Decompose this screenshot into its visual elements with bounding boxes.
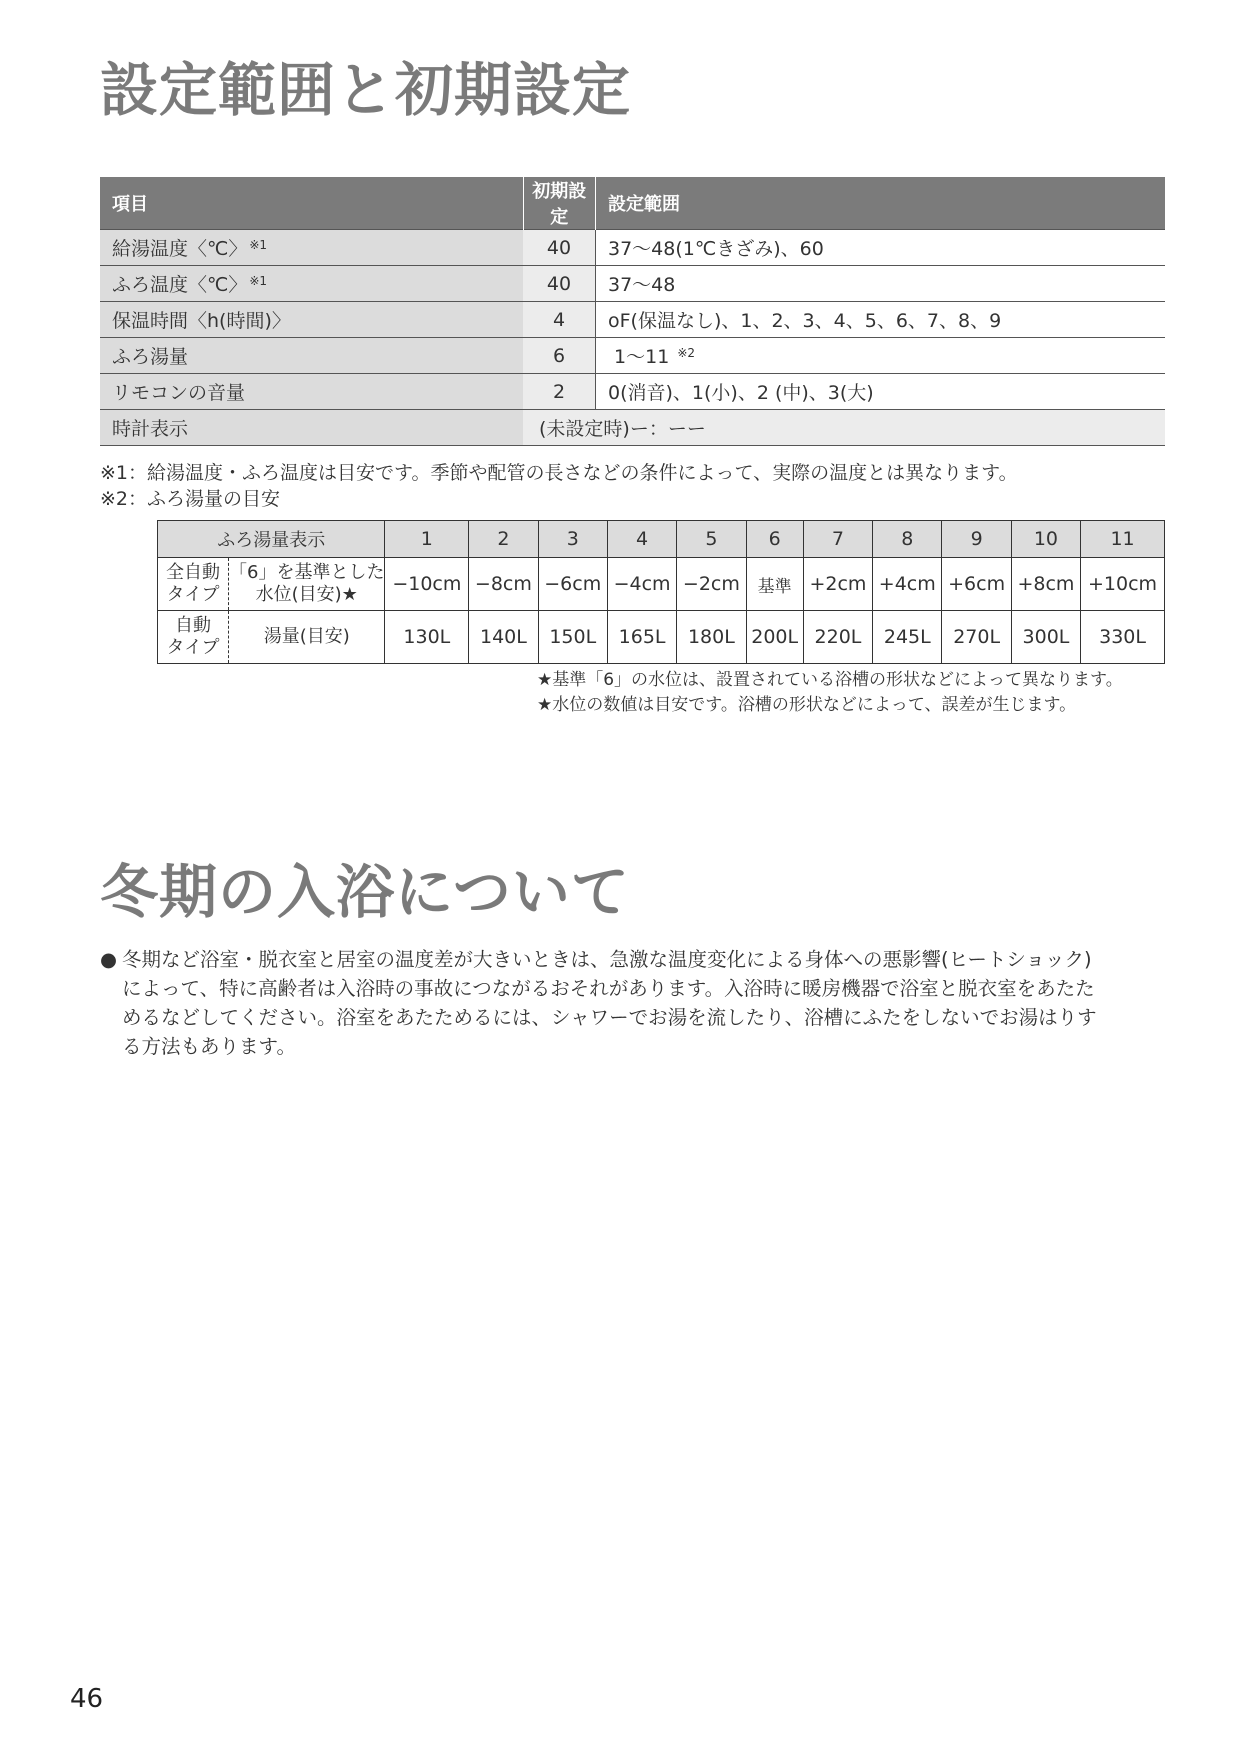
level-value-cell: 基準 — [746, 558, 803, 611]
type-label: 自動 — [175, 615, 211, 636]
star-note-1: ★基準「6」の水位は、設置されている浴槽の形状などによって異なります。 — [537, 670, 1123, 690]
volume-value-cell: 220L — [803, 611, 872, 664]
default-cell: 4 — [523, 302, 596, 338]
range-value: 1〜11 — [614, 346, 670, 368]
footnote-1: ※1：給湯温度・ふろ温度は目安です。季節や配管の長さなどの条件によって、実際の温度とは異なります。 — [100, 462, 1018, 484]
level-header-cell: 2 — [469, 521, 538, 558]
level-header-cell: 3 — [538, 521, 607, 558]
range-cell — [596, 338, 1166, 374]
settings-row — [100, 338, 1165, 374]
level-value-cell: +8cm — [1011, 558, 1080, 611]
page-number: 46 — [70, 1684, 104, 1714]
volume-value-cell: 165L — [607, 611, 676, 664]
default-cell: 40 — [523, 266, 596, 302]
settings-row-clock — [100, 410, 1165, 446]
header-range: 設定範囲 — [596, 177, 1166, 230]
range-cell: 0(消音)、1(小)、2 (中)、3(大) — [596, 374, 1166, 410]
paragraph-line: る方法もあります。 — [122, 1035, 296, 1058]
header-item: 項目 — [100, 177, 523, 230]
desc-cell — [229, 558, 385, 611]
range-cell: 37〜48 — [596, 266, 1166, 302]
paragraph-line: によって、特に高齢者は入浴時の事故につながるおそれがあります。入浴時に暖房機器で浴室と脱衣室をあたた — [122, 977, 1095, 1000]
section-title-winter-bathing: 冬期の入浴について — [100, 858, 630, 926]
level-value-cell: +2cm — [803, 558, 872, 611]
level-value-cell: +10cm — [1081, 558, 1165, 611]
level-value-cell: +6cm — [942, 558, 1011, 611]
settings-row — [100, 302, 1165, 338]
type-cell — [158, 611, 229, 664]
volume-value-cell: 300L — [1011, 611, 1080, 664]
paragraph-line: 冬期など浴室・脱衣室と居室の温度差が大きいときは、急激な温度変化による身体への悪影響(ヒートショック) — [122, 948, 1092, 971]
default-cell: 2 — [523, 374, 596, 410]
paragraph-line: めるなどしてください。浴室をあたためるには、シャワーでお湯を流したり、浴槽にふたをしないでお湯はりす — [122, 1006, 1097, 1029]
level-header-cell: 8 — [873, 521, 942, 558]
level-value-cell: −2cm — [677, 558, 746, 611]
volume-value-cell: 270L — [942, 611, 1011, 664]
clock-value-cell: (未設定時)ー：ーー — [523, 410, 1165, 446]
settings-row — [100, 266, 1165, 302]
settings-table — [100, 177, 1165, 446]
level-header-cell: 7 — [803, 521, 872, 558]
settings-header-row — [100, 177, 1165, 230]
type-label: タイプ — [166, 637, 220, 658]
star-note-2: ★水位の数値は目安です。浴槽の形状などによって、誤差が生じます。 — [537, 695, 1077, 715]
level-header-label: ふろ湯量表示 — [158, 521, 385, 558]
range-cell: 37〜48(1℃きざみ)、60 — [596, 230, 1166, 266]
level-row-auto — [158, 611, 1165, 664]
water-level-table — [157, 520, 1165, 664]
bullet-icon: ● — [100, 948, 118, 971]
settings-row — [100, 374, 1165, 410]
level-header-cell: 6 — [746, 521, 803, 558]
level-header-cell: 10 — [1011, 521, 1080, 558]
volume-value-cell: 150L — [538, 611, 607, 664]
desc-cell: 湯量(目安) — [229, 611, 385, 664]
level-header-cell: 1 — [385, 521, 469, 558]
item-label: ふろ温度〈℃〉 — [112, 274, 248, 296]
footnote-mark: ※2 — [677, 346, 696, 360]
level-row-full-auto — [158, 558, 1165, 611]
footnote-mark: ※1 — [249, 274, 268, 288]
item-label: リモコンの音量 — [112, 382, 246, 404]
volume-value-cell: 180L — [677, 611, 746, 664]
footnote-2: ※2：ふろ湯量の目安 — [100, 488, 281, 510]
level-value-cell: −8cm — [469, 558, 538, 611]
item-cell — [100, 338, 523, 374]
level-header-cell: 5 — [677, 521, 746, 558]
header-default: 初期設定 — [523, 177, 596, 230]
level-value-cell: +4cm — [873, 558, 942, 611]
item-label: ふろ湯量 — [112, 346, 189, 368]
volume-value-cell: 245L — [873, 611, 942, 664]
item-label: 給湯温度〈℃〉 — [112, 238, 248, 260]
volume-value-cell: 200L — [746, 611, 803, 664]
desc-label: 「6」を基準とした — [229, 562, 385, 583]
type-cell — [158, 558, 229, 611]
level-header-cell: 9 — [942, 521, 1011, 558]
range-cell: oF(保温なし)、1、2、3、4、5、6、7、8、9 — [596, 302, 1166, 338]
level-header-cell: 11 — [1081, 521, 1165, 558]
item-label: 保温時間〈h(時間)〉 — [112, 310, 291, 332]
winter-bathing-paragraph — [100, 945, 1170, 1061]
default-cell: 40 — [523, 230, 596, 266]
item-cell — [100, 302, 523, 338]
type-label: 全自動 — [166, 562, 220, 583]
level-header-cell: 4 — [607, 521, 676, 558]
item-cell — [100, 266, 523, 302]
section-title-settings: 設定範囲と初期設定 — [100, 56, 632, 124]
volume-value-cell: 140L — [469, 611, 538, 664]
item-cell: 時計表示 — [100, 410, 523, 446]
type-label: タイプ — [166, 584, 220, 605]
level-value-cell: −6cm — [538, 558, 607, 611]
item-cell — [100, 374, 523, 410]
volume-value-cell: 330L — [1081, 611, 1165, 664]
volume-value-cell: 130L — [385, 611, 469, 664]
level-header-row — [158, 521, 1165, 558]
default-cell: 6 — [523, 338, 596, 374]
level-value-cell: −4cm — [607, 558, 676, 611]
desc-label: 水位(目安)★ — [255, 584, 358, 605]
settings-row — [100, 230, 1165, 266]
footnote-mark: ※1 — [249, 238, 268, 252]
level-value-cell: −10cm — [385, 558, 469, 611]
item-cell — [100, 230, 523, 266]
